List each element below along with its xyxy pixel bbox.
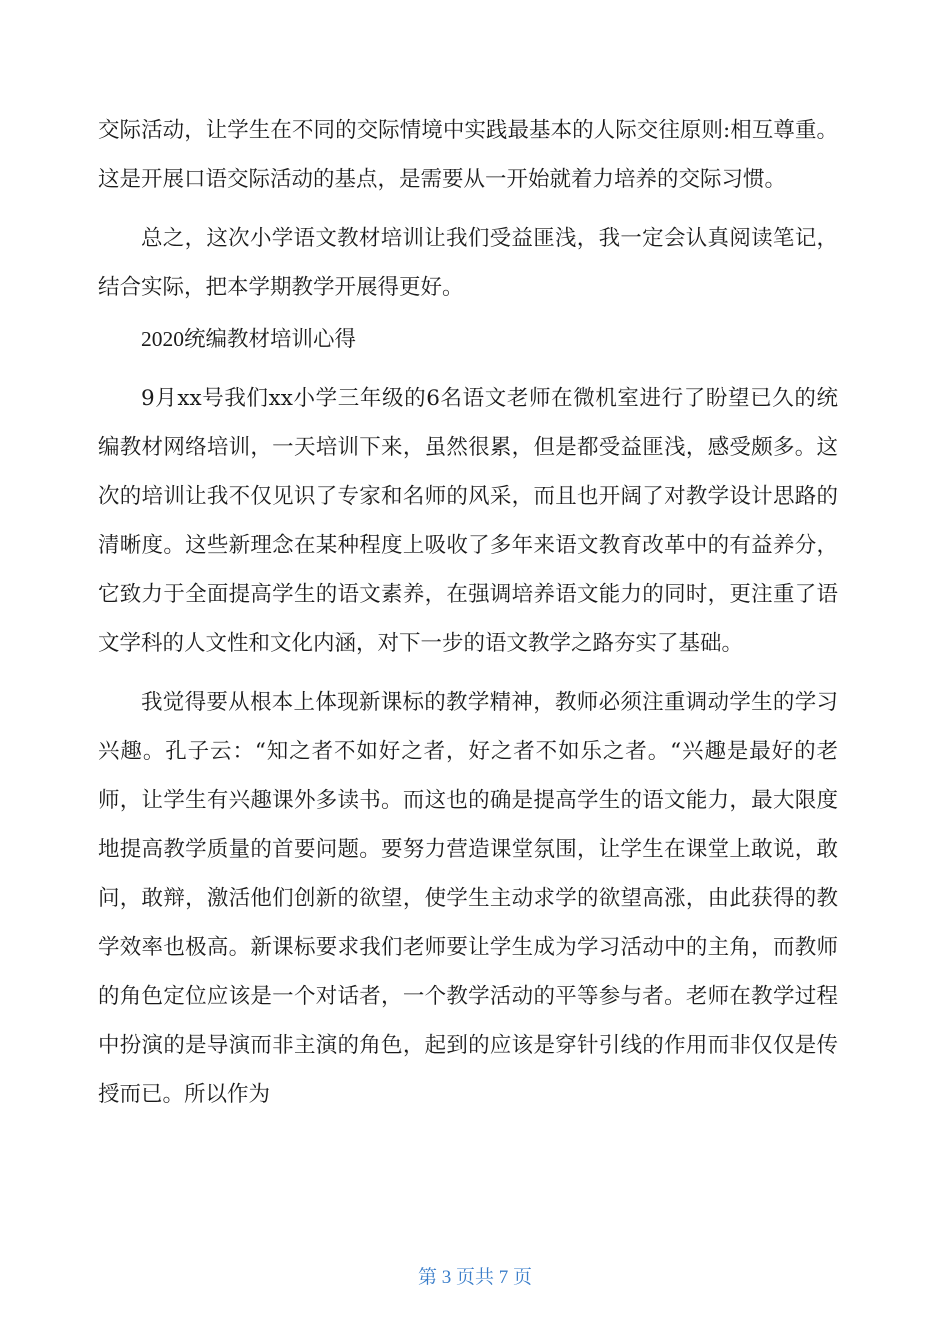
paragraph-conclusion: 总之，这次小学语文教材培训让我们受益匪浅，我一定会认真阅读笔记，结合实际，把本学期教学开展得更好。 xyxy=(98,226,838,300)
paragraph-interest: 我觉得要从根本上体现新课标的教学精神，教师必须注重调动学生的学习兴趣。孔子云：“知之者不如好之者，好之者不如乐之者。“兴趣是最好的老师，让学生有兴趣课外多读书。而这也的确是提高学生的语文能力，最大限度地提高教学质量的首要问题。要努力营造课堂氛围，让学生在课堂上敢说，敢问，敢辩，激活他们创新的欲望，使学生主动求学的欲望高涨，由此获得的教学效率也极高。新课标要求我们老师要让学生成为学习活动中的主角，而教师的角色定位应该是一个对话者，一个教学活动的平等参与者。老师在教学过程中扮演的是导演而非主演的角色，起到的应该是穿针引线的作用而非仅仅是传授而已。所以作为 xyxy=(98,690,838,1107)
section-heading: 2020统编教材培训心得 xyxy=(141,327,357,351)
paragraph-continued: 交际活动，让学生在不同的交际情境中实践最基本的人际交往原则:相互尊重。这是开展口语交际活动的基点，是需要从一开始就着力培养的交际习惯。 xyxy=(98,118,838,192)
page-number-footer: 第 3 页共 7 页 xyxy=(417,1267,532,1288)
paragraph-training-intro: 9月xx号我们xx小学三年级的6名语文老师在微机室进行了盼望已久的统编教材网络培训，一天培训下来，虽然很累，但是都受益匪浅，感受颇多。这次的培训让我不仅见识了专家和名师的风采，而且也开阔了对教学设计思路的清晰度。这些新理念在某种程度上吸收了多年来语文教育改革中的有益养分，它致力于全面提高学生的语文素养，在强调培养语文能力的同时，更注重了语文学科的人文性和文化内涵，对下一步的语文教学之路夯实了基础。 xyxy=(98,386,838,656)
document-body xyxy=(98,106,838,1119)
